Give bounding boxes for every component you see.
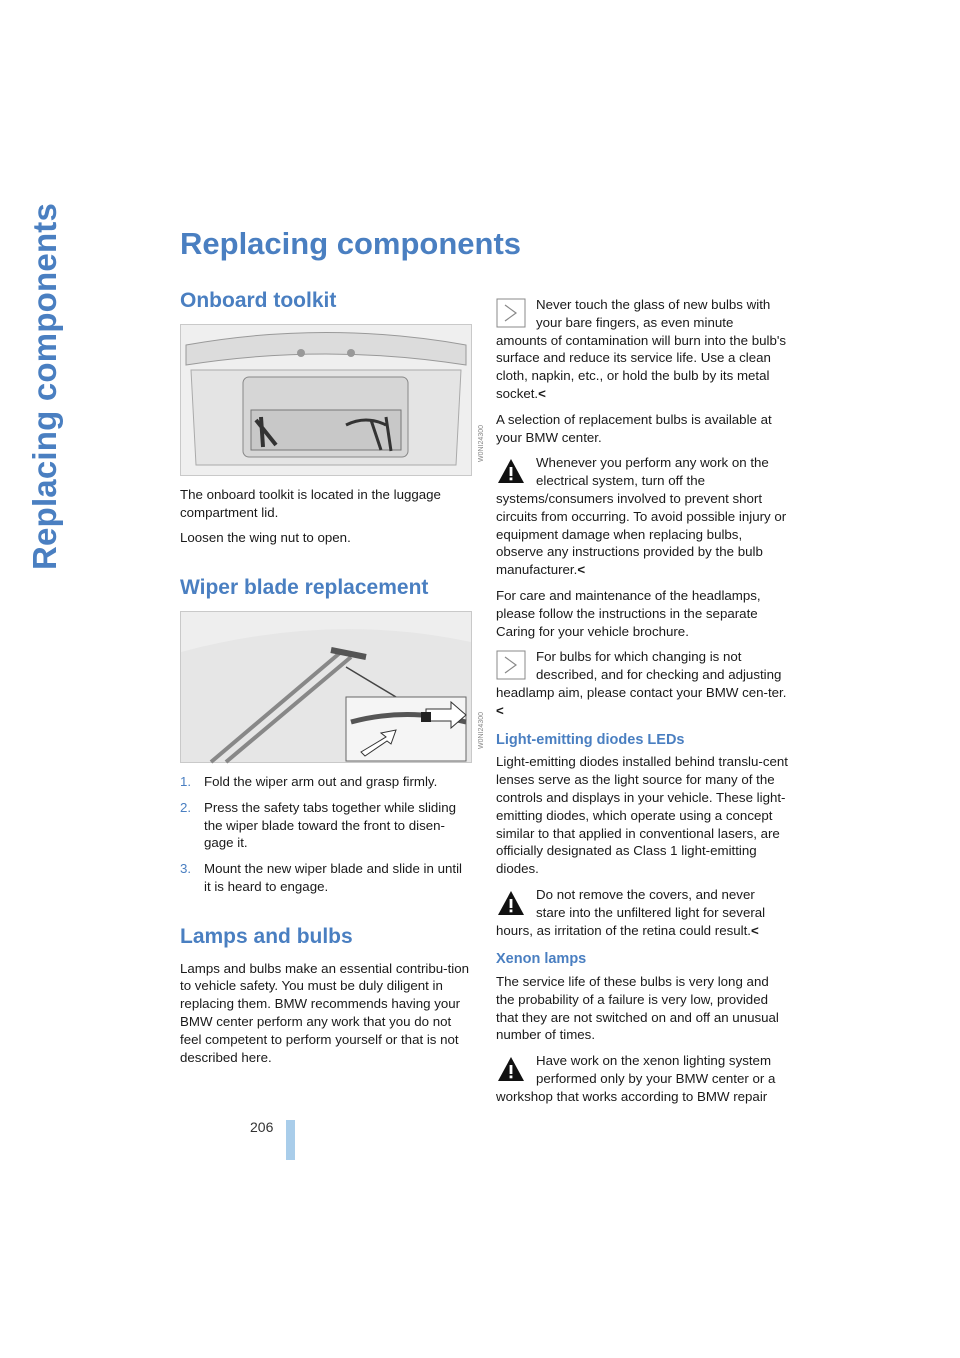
note-block: Never touch the glass of new bulbs with your bare fingers, as even minute amounts of contamination will burn into the bulb's surface and reduce its service life. Use a clean cloth, napkin, etc., or hold the bulb by its metal socket.<: [496, 297, 787, 401]
image-code: W0NI24300: [478, 711, 486, 749]
right-column: [496, 296, 788, 1114]
left-column: [180, 289, 486, 1074]
xenon-paragraph: The service life of these bulbs is very long and the probability of a failure is very low, provided that they are not switched on and off an unusual number of times.: [496, 974, 779, 1043]
warning-icon: [496, 1054, 526, 1084]
leds-paragraph: Light-emitting diodes installed behind translu-cent lenses serve as the light source for many of the controls and displays in your vehicle. These light-emitting diodes, which operate using a concept similar to that applied in conventional lasers, are officially designated as Class 1 light-emitting diodes.: [496, 754, 788, 877]
heading-xenon: Xenon lamps: [496, 951, 587, 968]
sidebar-section-title: Replacing components: [26, 202, 63, 570]
warning-block: Whenever you perform any work on the electrical system, turn off the systems/consumers involved to prevent short circuits from occurring. To avoid possible injury or equipment damage when replacing bulbs, observe any instructions provided by the bulb manufacturer.<: [496, 455, 787, 578]
wiper-steps: [180, 773, 472, 896]
heading-wiper-blade: Wiper blade replacement: [180, 576, 429, 600]
warning-icon: [496, 888, 526, 918]
toolkit-drawing: [181, 325, 471, 475]
note-icon: [496, 650, 526, 680]
wiper-drawing: [181, 612, 471, 762]
page-number: 206: [250, 1119, 274, 1135]
bulbs-availability: A selection of replacement bulbs is available at your BMW center.: [496, 411, 772, 445]
warning-icon: [496, 456, 526, 486]
toolkit-paragraph-2: Loosen the wing nut to open.: [180, 530, 351, 546]
toolkit-paragraph-1: The onboard toolkit is located in the luggage compartment lid.: [180, 486, 441, 520]
page-tab-marker: [286, 1120, 295, 1160]
toolkit-illustration: [180, 324, 486, 476]
note-block: For bulbs for which changing is not described, and for checking and adjusting headlamp aim, please contact your BMW cen-ter.<: [496, 649, 787, 718]
list-item: 3. Mount the new wiper blade and slide in until it is heard to engage.: [180, 861, 462, 894]
list-item: 2. Press the safety tabs together while sliding the wiper blade toward the front to disen-gage it.: [180, 799, 457, 851]
care-paragraph: For care and maintenance of the headlamps, please follow the instructions in the separate Caring for your vehicle brochure.: [496, 587, 761, 639]
list-item: 1. Fold the wiper arm out and grasp firmly.: [180, 773, 438, 789]
heading-lamps-bulbs: Lamps and bulbs: [180, 924, 353, 948]
lamps-paragraph: Lamps and bulbs make an essential contribu-tion to vehicle safety. You must be duly diligent in replacing them. BMW recommends having your BMW center perform any work that you do not feel competent to perform yourself or that is not described here.: [180, 960, 470, 1065]
warning-block: Do not remove the covers, and never stare into the unfiltered light for several hours, as irritation of the retina could result.<: [496, 886, 766, 938]
warning-block: Have work on the xenon lighting system performed only by your BMW center or a workshop that works according to BMW repair: [496, 1053, 776, 1104]
page-title: Replacing components: [180, 226, 522, 261]
heading-onboard-toolkit: Onboard toolkit: [180, 289, 337, 312]
wiper-illustration: [180, 611, 486, 763]
heading-leds: Light-emitting diodes LEDs: [496, 731, 685, 748]
image-code: W0NI24300: [478, 424, 486, 462]
note-icon: [496, 298, 526, 328]
